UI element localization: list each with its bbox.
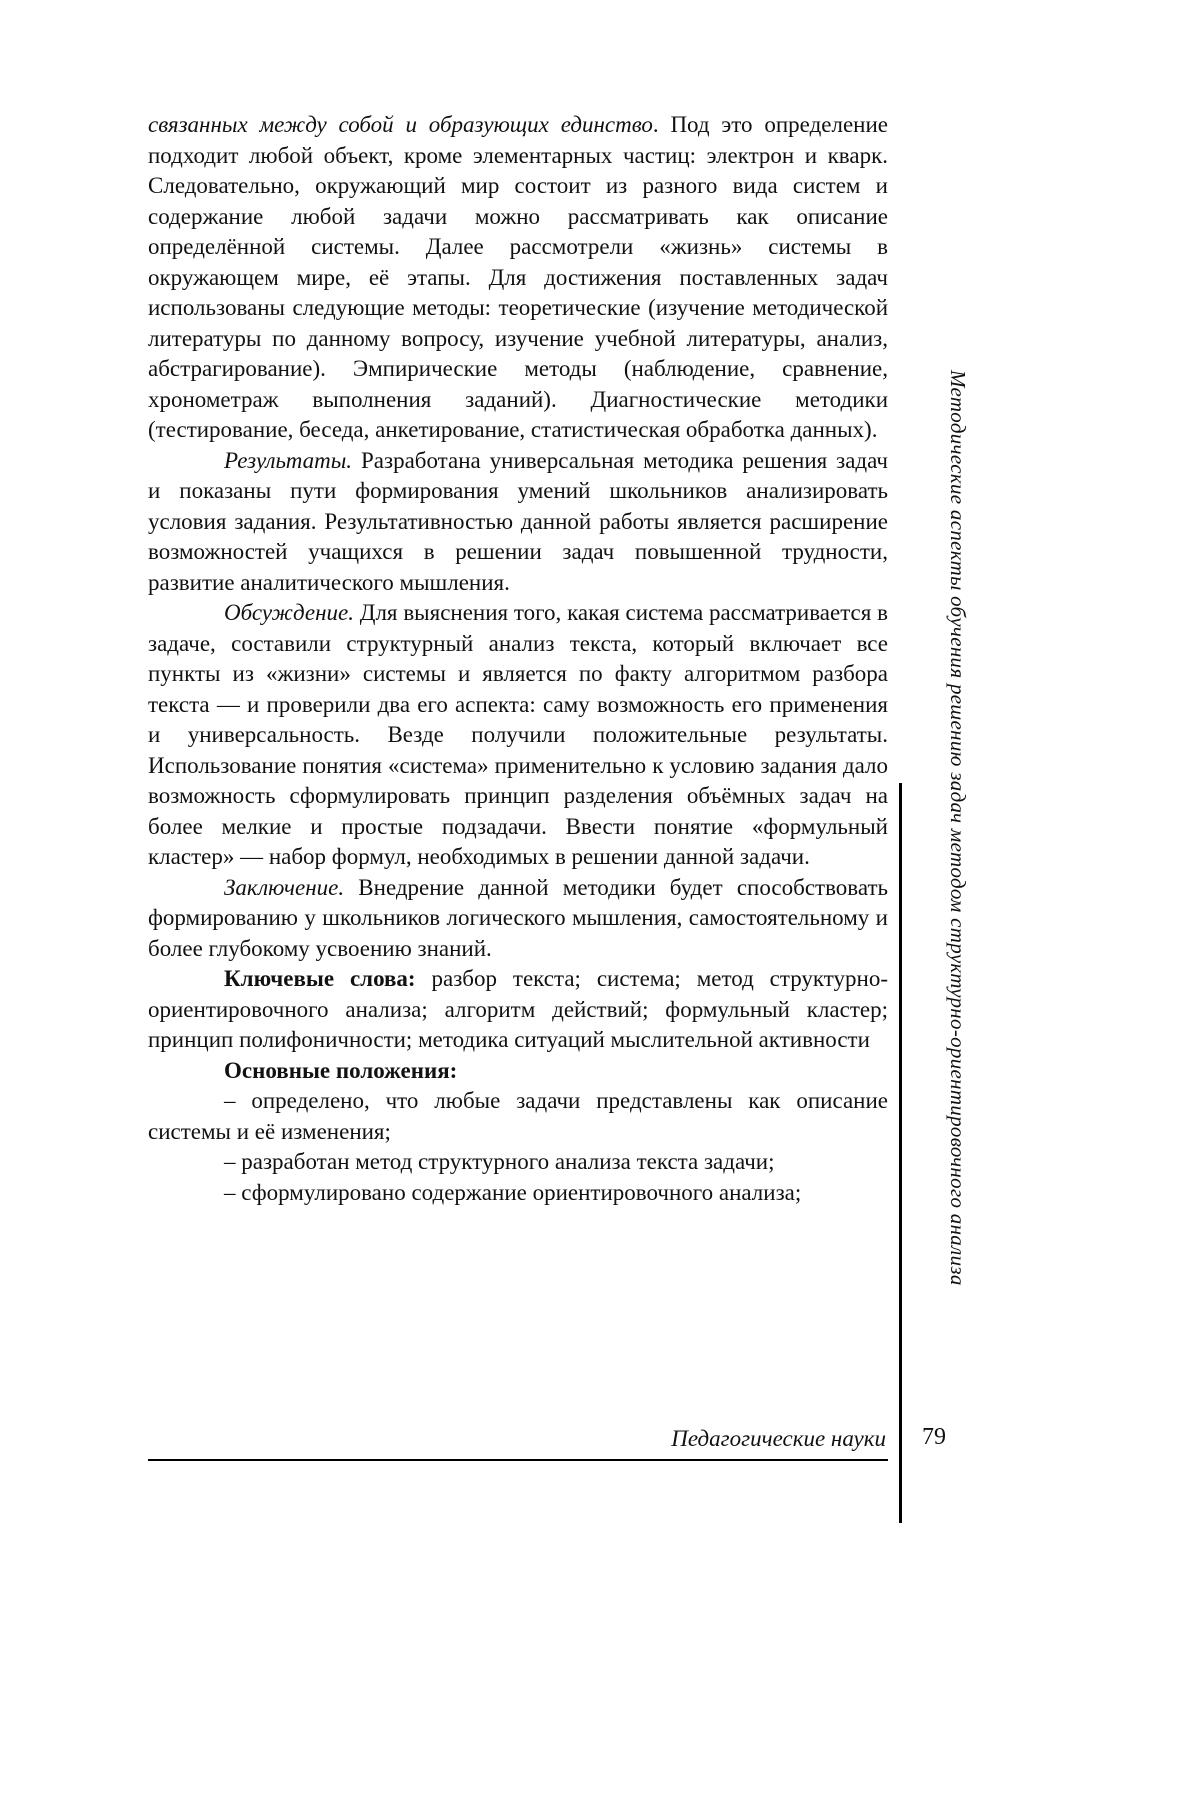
keywords-bold-lead: Ключевые слова:: [224, 966, 416, 991]
paragraph-conclusion: [148, 873, 888, 965]
list-item: – сформулировано содержание ориентировочного анализа;: [224, 1179, 802, 1205]
sidebar-rotated-title: Методические аспекты обучения решению задач методом структурно-ориентировочного анализа: [946, 370, 970, 1286]
paragraph-discussion: [148, 598, 888, 873]
key-positions-heading: Основные положения:: [224, 1057, 458, 1083]
vertical-divider-rule: [899, 783, 902, 1523]
paragraph-keywords: [148, 964, 888, 1056]
paragraph-intro-italic-lead: связанных между собой и образующих единство: [148, 112, 653, 137]
footer-horizontal-rule: [148, 1459, 888, 1461]
list-item: – определено, что любые задачи представлены как описание системы и её изменения;: [148, 1088, 888, 1144]
paragraph-intro-text: . Под это определение подходит любой объект, кроме элементарных частиц: электрон и кварк. Следовательно, окружающий мир состоит из разного вида систем и содержание любой задачи можно рассматривать как описание определённой системы. Далее рассмотрели «жизнь» системы в окружающем мире, её этапы. Для достижения поставленных задач использованы следующие методы: теоретические (изучение методической литературы по данному вопросу, изучение учебной литературы, анализ, абстрагирование). Эмпирические методы (наблюдение, сравнение, хронометраж выполнения заданий). Диагностические методики (тестирование, беседа, анкетирование, статистическая обработка данных).: [148, 112, 888, 442]
paragraph-conclusion-text: Внедрение данной методики будет способствовать формированию у школьников логического мышления, самостоятельному и более глубокому усвоению знаний.: [148, 874, 888, 961]
paragraph-conclusion-italic-lead: Заключение.: [224, 874, 345, 900]
list-item: – разработан метод структурного анализа текста задачи;: [224, 1149, 775, 1174]
main-text-column: [148, 110, 888, 1208]
paragraph-discussion-text: Для выяснения того, какая система рассматривается в задаче, составили структурный анализ текста, который включает все пункты из «жизни» системы и является по факту алгоритмом разбора текста — и проверили два его аспекта: саму возможность его применения и универсальность. Везде получили положительные результаты. Использование понятия «система» применительно к условию задания дало возможность сформулировать принцип разделения объёмных задач на более мелкие и простые подзадачи. Ввести понятие «формульный кластер» — набор формул, необходимых в решении данной задачи.: [148, 600, 888, 869]
keywords-text: разбор текста; система; метод структурно- ориентировочного анализа; алгоритм действий; формульный кластер; принцип полифоничности; методика ситуаций мыслительной активности: [148, 966, 889, 1052]
paragraph-results: [148, 446, 888, 599]
footer-section-label: Педагогические науки: [671, 1426, 886, 1451]
paragraph-results-italic-lead: Результаты.: [224, 447, 353, 473]
paragraph-discussion-italic-lead: Обсуждение.: [224, 600, 354, 625]
page-number: 79: [922, 1424, 946, 1450]
paragraph-intro: [148, 110, 888, 446]
paragraph-results-text: Разработана универсальная методика решения задач и показаны пути формирования умений школьников анализировать условия задания. Результативностью данной работы является расширение возможностей учащихся в решении задач повышенной трудности, развитие аналитического мышления.: [148, 447, 888, 595]
